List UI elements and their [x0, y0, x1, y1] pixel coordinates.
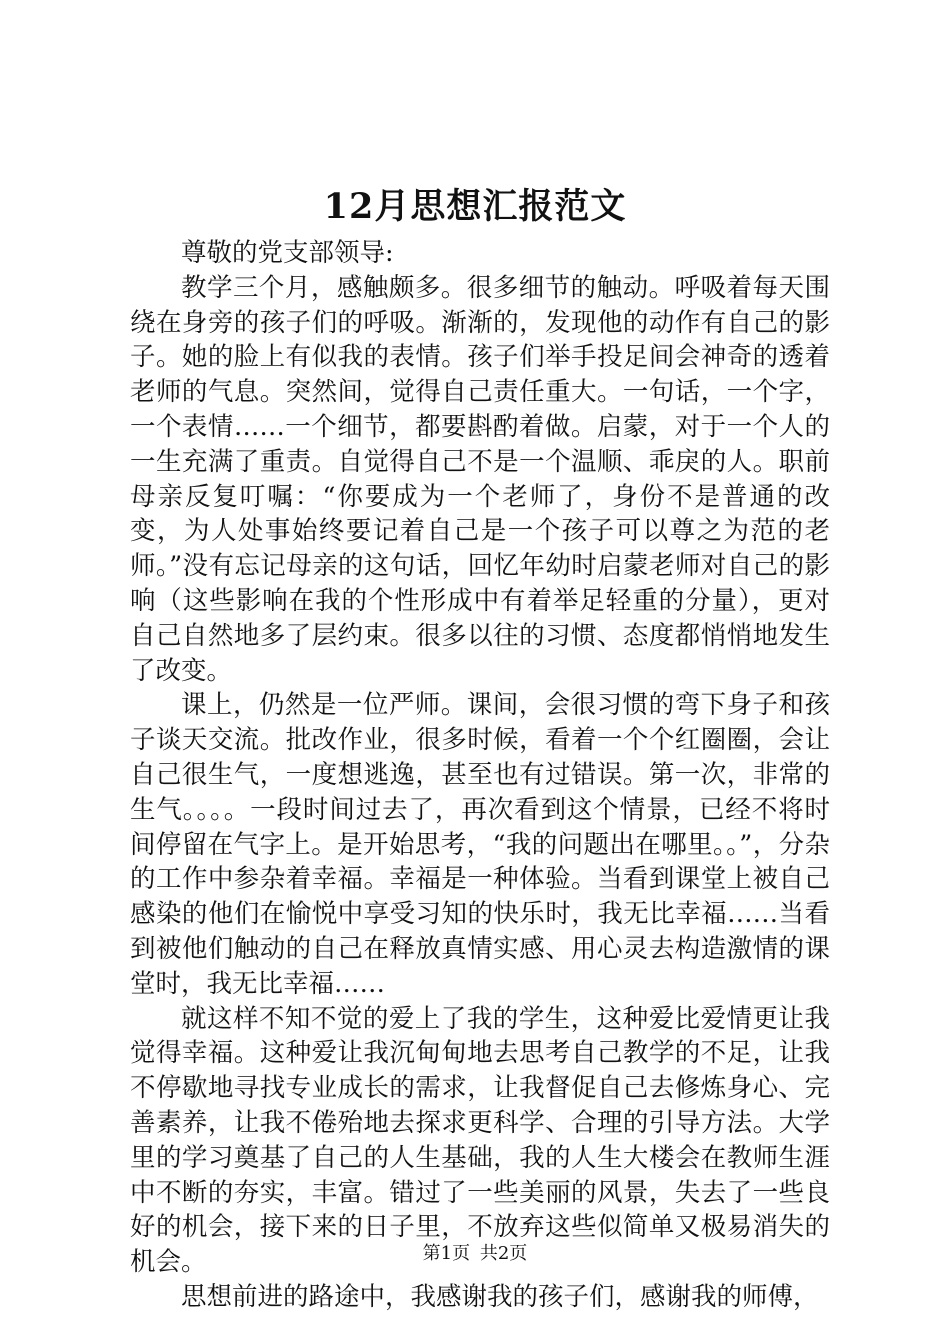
- document-title: 12月思想汇报范文: [323, 186, 627, 227]
- paragraph: 思想前进的路途中，我感谢我的孩子们，感谢我的师傅，: [181, 1281, 819, 1312]
- page-footer: [0, 1242, 950, 1266]
- paragraph: 就这样不知不觉的爱上了我的学生，这种爱比爱情更让我觉得幸福。这种爱让我沉甸甸地去思考自己教学的不足，让我不停歇地寻找专业成长的需求，让我督促自己去修炼身心、完善素养，让我不倦殆地去探求更科学、合理的引导方法。大学里的学习奠基了自己的人生基础，我的人生大楼会在教师生涯中不断的夯实，丰富。错过了一些美丽的风景，失去了一些良好的机会，接下来的日子里，不放弃这些似简单又极易消失的机会。: [130, 1003, 830, 1278]
- page-total: 共2页: [479, 1243, 528, 1264]
- page-number: 第1页: [422, 1243, 471, 1264]
- paragraph: 课上，仍然是一位严师。课间，会很习惯的弯下身子和孩子谈天交流。批改作业，很多时候，看着一个个红圈圈，会让自己很生气，一度想逃逸，甚至也有过错误。第一次，非常的生气。。。。一段时间过去了，再次看到这个情景，已经不将时间停留在气字上。是开始思考，“我的问题出在哪里。。”，分杂的工作中参杂着幸福。幸福是一种体验。当看到课堂上被自己感染的他们在愉悦中享受习知的快乐时，我无比幸福……当看到被他们触动的自己在释放真情实感、用心灵去构造激情的课堂时，我无比幸福……: [130, 690, 830, 999]
- document-body: [130, 236, 830, 1315]
- paragraph: 教学三个月，感触颇多。很多细节的触动。呼吸着每天围绕在身旁的孩子们的呼吸。渐渐的，发现他的动作有自己的影子。她的脸上有似我的表情。孩子们举手投足间会神奇的透着老师的气息。突然间，觉得自己责任重大。一句话，一个字，一个表情……一个细节，都要斟酌着做。启蒙，对于一个人的一生充满了重责。自觉得自己不是一个温顺、乖戾的人。职前母亲反复叮嘱：“你要成为一个老师了，身份不是普通的改变，为人处事始终要记着自己是一个孩子可以尊之为范的老师。”没有忘记母亲的这句话，回忆年幼时启蒙老师对自己的影响（这些影响在我的个性形成中有着举足轻重的分量），更对自己自然地多了层约束。很多以往的习惯、态度都悄悄地发生了改变。: [130, 272, 830, 686]
- salutation: 尊敬的党支部领导:: [181, 238, 394, 268]
